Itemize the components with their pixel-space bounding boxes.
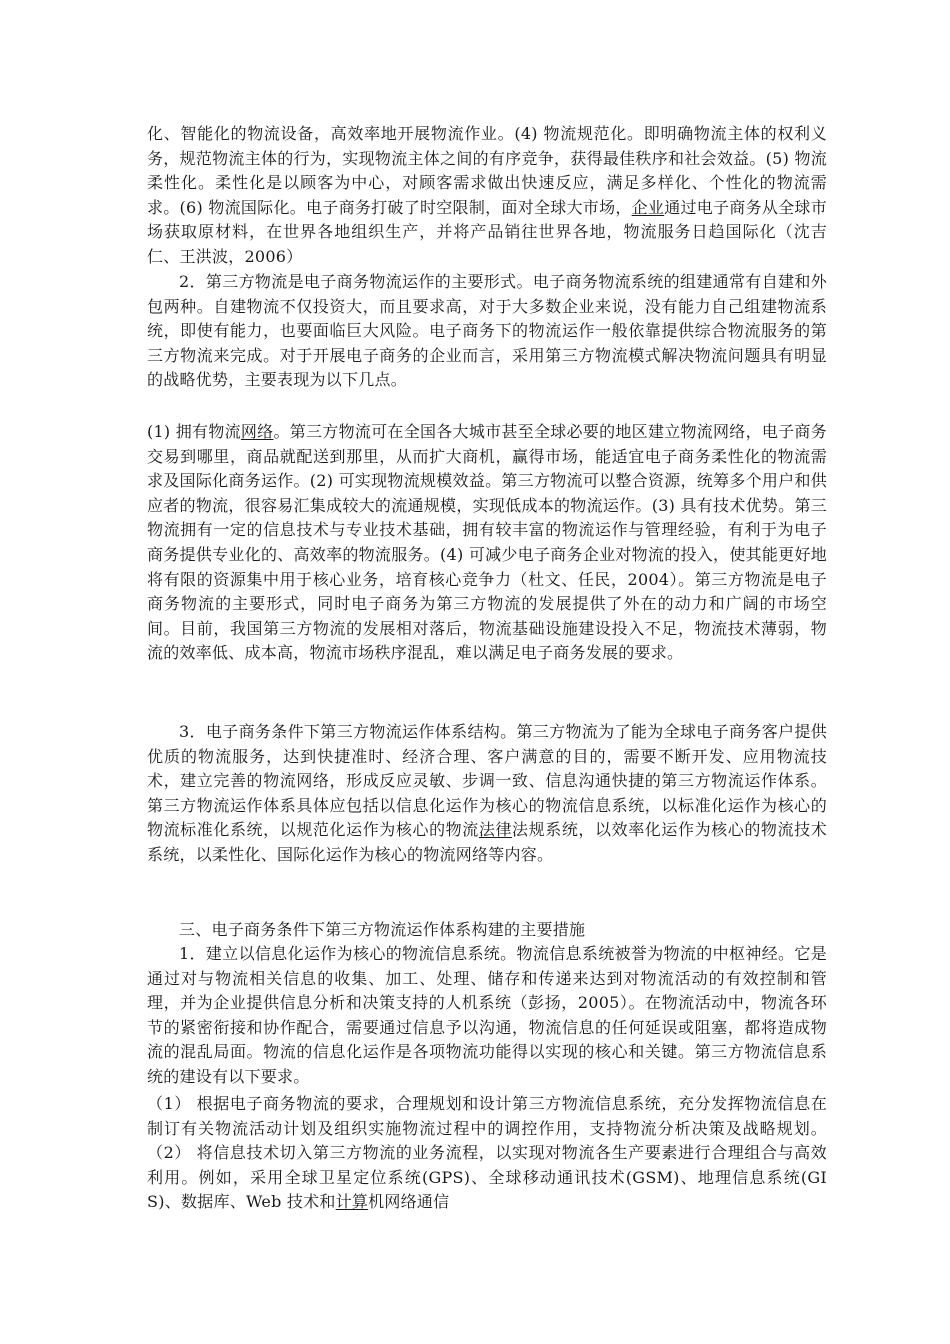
network-link[interactable]: 网络: [240, 422, 274, 441]
text-segment: 化、智能化的物流设备，高效率地开展物流作业。(4) 物流规范化。即明确物流主体的权利义务，规范物流主体的行为，实现物流主体之间的有序竞争，获得最佳秩序和社会效益。(5) 物流柔性化。柔性化是以顾客为中心，对顾客需求做出快速反应，满足多样化、个性化的物流需求。(6) 物流国际化。电子商务打破了时空限制，面对全球大市场，: [147, 124, 827, 217]
text-segment: 。第三方物流可在全国各大城市甚至全球必要的地区建立物流网络，电子商务交易到哪里，商品就配送到那里，从而扩大商机，赢得市场，能适宜电子商务柔性化的物流需求及国际化商务运作。(2) 可实现物流规模效益。第三方物流可以整合资源，统筹多个用户和供应者的物流，很容易汇集成较大的流通规模，实现低成本的物流运作。(3) 具有技术优势。第三物流拥有一定的信息技术与专业技术基础，拥有较丰富的物流运作与管理经验，有利于为电子商务提供专业化的、高效率的物流服务。(4) 可减少电子商务企业对物流的投入，使其能更好地将有限的资源集中用于核心业务，培育核心竞争力（杜文、任民，2004）。第三方物流是电子商务物流的主要形式，同时电子商务为第三方物流的发展提供了外在的动力和广阔的市场空间。目前，我国第三方物流的发展相对落后，物流基础设施建设投入不足，物流技术薄弱，物流的效率低、成本高，物流市场秩序混乱，难以满足电子商务发展的要求。: [147, 422, 827, 663]
paragraph-information-system: [147, 942, 827, 1090]
text-segment: (1) 拥有物流: [147, 422, 241, 441]
paragraph-advantages: [147, 420, 827, 666]
text-segment: 1．建立以信息化运作为核心的物流信息系统。物流信息系统被誉为物流的中枢神经。它是通过对与物流相关信息的收集、加工、处理、储存和传递来达到对物流活动的有效控制和管理，并为企业提供信息分析和决策支持的人机系统（彭扬，2005）。在物流活动中，物流各环节的紧密衔接和协作配合，需要通过信息予以沟通，物流信息的任何延误或阻塞，都将造成物流的混乱局面。物流的信息化运作是各项物流功能得以实现的核心和关键。第三方物流信息系统的建设有以下要求。: [147, 944, 827, 1086]
paragraph-logistics-trends: [147, 122, 827, 270]
text-segment: 法规系统，以效率化运作为核心的物流技术系统，以柔性化、国际化运作为核心的物流网络等内容。: [147, 820, 827, 864]
paragraph-third-party-form: [147, 270, 827, 393]
paragraph-system-structure: [147, 720, 827, 868]
text-segment: 机网络通信: [368, 1192, 450, 1212]
law-link[interactable]: 法律: [478, 820, 513, 840]
text-segment: 3．电子商务条件下第三方物流运作体系结构。第三方物流为了能为全球电子商务客户提供优质的物流服务，达到快捷准时、经济合理、客户满意的目的，需要不断开发、应用物流技术，建立完善的物流网络，形成反应灵敏、步调一致、信息沟通快捷的第三方物流运作体系。第三方物流运作体系具体应包括以信息化运作为核心的物流信息系统，以标准化运作为核心的物流标准化系统，以规范化运作为核心的物流: [147, 722, 827, 840]
computer-link[interactable]: 计算: [335, 1192, 369, 1212]
text-segment: （1） 根据电子商务物流的要求，合理规划和设计第三方物流信息系统，充分发挥物流信息在制订有关物流活动计划及组织实施物流过程中的调控作用，支持物流分析决策及战略规划。（2） 将信息技术切入第三方物流的业务流程，以实现对物流各生产要素进行合理组合与高效利用。例如，采用全球卫星定位系统(GPS)、全球移动通讯技术(GSM)、地理信息系统(GIS)、数据库、Web 技术和: [147, 1094, 827, 1212]
section-heading: [147, 918, 827, 943]
text-segment: 通过电子商务从全球市场获取原材料，在世界各地组织生产，并将产品销往世界各地，物流服务日趋国际化（沈吉仁、王洪波，2006）: [147, 197, 827, 266]
paragraph-requirements: [147, 1092, 827, 1215]
section-heading-text: 三、电子商务条件下第三方物流运作体系构建的主要措施: [179, 920, 586, 939]
text-segment: 2．第三方物流是电子商务物流运作的主要形式。电子商务物流系统的组建通常有自建和外包两种。自建物流不仅投资大，而且要求高，对于大多数企业来说，没有能力自己组建物流系统，即使有能力，也要面临巨大风险。电子商务下的物流运作一般依靠提供综合物流服务的第三方物流来完成。对于开展电子商务的企业而言，采用第三方物流模式解决物流问题具有明显的战略优势，主要表现为以下几点。: [147, 272, 827, 390]
enterprise-link[interactable]: 企业: [631, 197, 665, 217]
